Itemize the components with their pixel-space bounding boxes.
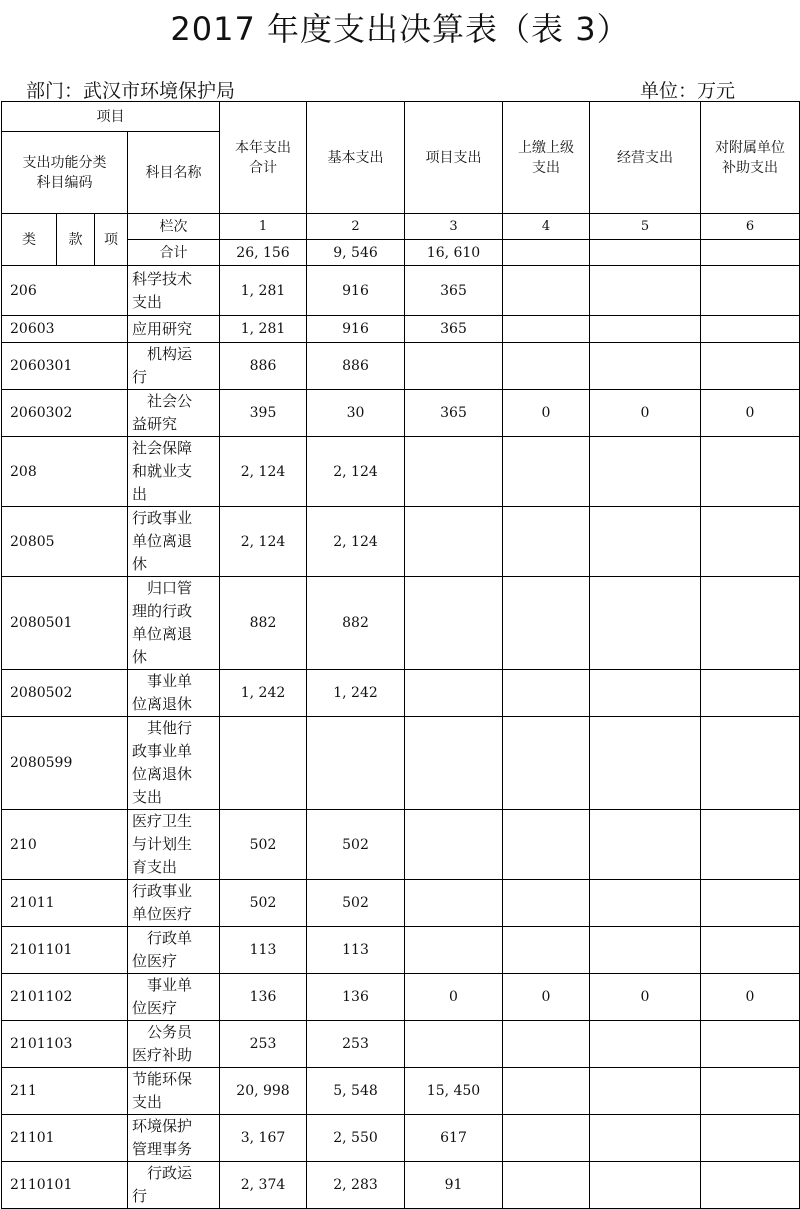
- cell-upper: [503, 316, 590, 343]
- table-row: [2, 1162, 800, 1209]
- subject-name: [128, 810, 220, 880]
- department-label: 部门：武汉市环境保护局: [26, 80, 236, 102]
- summary-basic: 9, 546: [307, 240, 405, 266]
- cell-total: 2, 124: [220, 507, 307, 577]
- cell-total: 502: [220, 880, 307, 927]
- column-number: 4: [503, 214, 590, 240]
- subject-name: [128, 266, 220, 316]
- cell-upper: 0: [503, 390, 590, 437]
- cell-total: 882: [220, 577, 307, 670]
- subject-name: [128, 927, 220, 974]
- subject-code: 2080501: [2, 577, 128, 670]
- table-row: [2, 316, 800, 343]
- header-kuan: 款: [57, 214, 95, 266]
- cell-project: [405, 1021, 503, 1068]
- subject-code: 2060302: [2, 390, 128, 437]
- subject-name: [128, 1021, 220, 1068]
- cell-subsidy: [701, 1115, 800, 1162]
- cell-subsidy: 0: [701, 974, 800, 1021]
- cell-project: [405, 670, 503, 717]
- header-lei: 类: [2, 214, 57, 266]
- cell-business: [590, 880, 701, 927]
- cell-project: 617: [405, 1115, 503, 1162]
- cell-basic: 2, 124: [307, 507, 405, 577]
- subject-name-line: 行: [132, 1187, 148, 1205]
- subject-name: [128, 1068, 220, 1115]
- cell-upper: [503, 1068, 590, 1115]
- cell-total: 1, 242: [220, 670, 307, 717]
- cell-total: [220, 717, 307, 810]
- cell-business: [590, 577, 701, 670]
- subject-code: 210: [2, 810, 128, 880]
- subject-name-line: 医疗卫生: [132, 812, 193, 830]
- cell-subsidy: [701, 266, 800, 316]
- subject-code: 206: [2, 266, 128, 316]
- cell-project: [405, 810, 503, 880]
- subject-code: 20805: [2, 507, 128, 577]
- cell-business: [590, 810, 701, 880]
- subject-name-line: 休: [132, 555, 148, 573]
- subject-code: 21011: [2, 880, 128, 927]
- table-row: [2, 880, 800, 927]
- cell-upper: [503, 1021, 590, 1068]
- header-column-no: 栏次: [128, 214, 220, 240]
- cell-subsidy: [701, 577, 800, 670]
- cell-total: 20, 998: [220, 1068, 307, 1115]
- subject-name-line: 医疗补助: [132, 1046, 193, 1064]
- header-project: 项目: [2, 102, 220, 132]
- subject-name-line: 行政事业: [132, 509, 193, 527]
- summary-business: [590, 240, 701, 266]
- cell-basic: 136: [307, 974, 405, 1021]
- subject-name-line: 位医疗: [132, 952, 178, 970]
- subject-name-line: 行政事业: [132, 882, 193, 900]
- cell-business: 0: [590, 974, 701, 1021]
- header-business: 经营支出: [590, 102, 701, 214]
- cell-total: 253: [220, 1021, 307, 1068]
- subject-name-line: 支出: [132, 1093, 163, 1111]
- cell-basic: 1, 242: [307, 670, 405, 717]
- cell-project: 365: [405, 266, 503, 316]
- subject-code: 211: [2, 1068, 128, 1115]
- subject-name-line: 单位医疗: [132, 905, 193, 923]
- cell-business: [590, 343, 701, 390]
- subject-code: 2101101: [2, 927, 128, 974]
- table-row: [2, 717, 800, 810]
- subject-name: [128, 670, 220, 717]
- summary-subsidy: [701, 240, 800, 266]
- cell-business: [590, 927, 701, 974]
- cell-subsidy: [701, 507, 800, 577]
- cell-business: [590, 1162, 701, 1209]
- subject-name: [128, 316, 220, 343]
- cell-total: 3, 167: [220, 1115, 307, 1162]
- subject-name: [128, 390, 220, 437]
- column-number: 5: [590, 214, 701, 240]
- cell-upper: [503, 577, 590, 670]
- cell-basic: 916: [307, 266, 405, 316]
- cell-basic: [307, 717, 405, 810]
- cell-subsidy: 0: [701, 390, 800, 437]
- cell-project: [405, 717, 503, 810]
- table-row: [2, 1068, 800, 1115]
- table-row: [2, 1021, 800, 1068]
- cell-business: 0: [590, 390, 701, 437]
- cell-total: 113: [220, 927, 307, 974]
- table-row: [2, 810, 800, 880]
- cell-upper: [503, 1115, 590, 1162]
- summary-project: 16, 610: [405, 240, 503, 266]
- subject-code: 2110101: [2, 1162, 128, 1209]
- page-title: 2017 年度支出决算表（表 3）: [170, 10, 630, 48]
- subject-name: [128, 437, 220, 507]
- cell-subsidy: [701, 880, 800, 927]
- subject-name-line: 益研究: [132, 415, 178, 433]
- cell-basic: 113: [307, 927, 405, 974]
- subject-name: [128, 343, 220, 390]
- cell-upper: [503, 507, 590, 577]
- column-number: 2: [307, 214, 405, 240]
- column-number: 1: [220, 214, 307, 240]
- cell-upper: [503, 717, 590, 810]
- cell-basic: 502: [307, 810, 405, 880]
- subject-code: 20603: [2, 316, 128, 343]
- cell-subsidy: [701, 437, 800, 507]
- cell-business: [590, 1021, 701, 1068]
- cell-project: 0: [405, 974, 503, 1021]
- table-row: [2, 343, 800, 390]
- subject-name-line: 位离退休: [132, 695, 193, 713]
- cell-upper: [503, 266, 590, 316]
- subject-code: 2080599: [2, 717, 128, 810]
- cell-project: 365: [405, 316, 503, 343]
- cell-business: [590, 507, 701, 577]
- cell-upper: [503, 1162, 590, 1209]
- subject-name-line: 育支出: [132, 858, 178, 876]
- header-function-code: 支出功能分类 科目编码: [2, 132, 128, 214]
- subject-name-line: 支出: [132, 788, 163, 806]
- cell-total: 395: [220, 390, 307, 437]
- cell-business: [590, 316, 701, 343]
- subject-name: [128, 717, 220, 810]
- subject-name-line: 支出: [132, 292, 163, 311]
- header-upper-payment: 上缴上级 支出: [503, 102, 590, 214]
- table-row: [2, 577, 800, 670]
- header-total: 本年支出 合计: [220, 102, 307, 214]
- subject-name-line: 单位离退: [132, 625, 193, 643]
- cell-total: 502: [220, 810, 307, 880]
- subject-name: [128, 1115, 220, 1162]
- subject-code: 21101: [2, 1115, 128, 1162]
- cell-subsidy: [701, 1162, 800, 1209]
- table-row: [2, 507, 800, 577]
- subject-name-line: 公务员: [132, 1023, 193, 1041]
- cell-basic: 502: [307, 880, 405, 927]
- header-subsidy: 对附属单位 补助支出: [701, 102, 800, 214]
- subject-name-line: 归口管: [132, 579, 193, 597]
- cell-upper: 0: [503, 974, 590, 1021]
- cell-project: 365: [405, 390, 503, 437]
- cell-basic: 5, 548: [307, 1068, 405, 1115]
- cell-upper: [503, 343, 590, 390]
- cell-upper: [503, 670, 590, 717]
- subject-name: [128, 1162, 220, 1209]
- cell-upper: [503, 810, 590, 880]
- cell-business: [590, 670, 701, 717]
- cell-upper: [503, 880, 590, 927]
- cell-upper: [503, 927, 590, 974]
- cell-subsidy: [701, 810, 800, 880]
- column-number-row: [2, 214, 800, 240]
- header-row: [2, 102, 800, 132]
- subject-name-line: 社会保障: [132, 439, 193, 457]
- subject-name-line: 环境保护: [132, 1117, 193, 1135]
- cell-business: [590, 1068, 701, 1115]
- subject-name-line: 位离退休: [132, 765, 193, 783]
- subject-name-line: 政事业单: [132, 742, 193, 760]
- cell-project: 91: [405, 1162, 503, 1209]
- cell-subsidy: [701, 1068, 800, 1115]
- subject-name-line: 社会公: [132, 392, 193, 410]
- cell-basic: 2, 124: [307, 437, 405, 507]
- cell-subsidy: [701, 316, 800, 343]
- cell-basic: 2, 550: [307, 1115, 405, 1162]
- subject-name: [128, 974, 220, 1021]
- cell-business: [590, 1115, 701, 1162]
- subject-name-line: 其他行: [132, 719, 193, 737]
- subject-code: 2060301: [2, 343, 128, 390]
- summary-name: 合计: [128, 240, 220, 266]
- header-project-expenditure: 项目支出: [405, 102, 503, 214]
- cell-business: [590, 717, 701, 810]
- subject-name: [128, 507, 220, 577]
- subject-name-line: 科学技术: [132, 269, 193, 288]
- subject-name-line: 事业单: [132, 976, 193, 994]
- cell-basic: 30: [307, 390, 405, 437]
- cell-total: 2, 374: [220, 1162, 307, 1209]
- column-number: 6: [701, 214, 800, 240]
- subject-name-line: 节能环保: [132, 1070, 193, 1088]
- subject-code: 2080502: [2, 670, 128, 717]
- cell-project: [405, 577, 503, 670]
- cell-project: [405, 437, 503, 507]
- subject-name-line: 位医疗: [132, 999, 178, 1017]
- subject-name-line: 休: [132, 648, 148, 666]
- subject-name-line: 机构运: [132, 345, 193, 363]
- cell-basic: 253: [307, 1021, 405, 1068]
- cell-upper: [503, 437, 590, 507]
- summary-total: 26, 156: [220, 240, 307, 266]
- table-row: [2, 437, 800, 507]
- table-row: [2, 390, 800, 437]
- subject-name-line: 行政单: [132, 929, 193, 947]
- cell-basic: 882: [307, 577, 405, 670]
- cell-total: 1, 281: [220, 266, 307, 316]
- table-row: [2, 670, 800, 717]
- cell-subsidy: [701, 1021, 800, 1068]
- cell-total: 2, 124: [220, 437, 307, 507]
- table-row: [2, 974, 800, 1021]
- header-xiang: 项: [95, 214, 128, 266]
- cell-subsidy: [701, 717, 800, 810]
- cell-basic: 886: [307, 343, 405, 390]
- subject-name-line: 行: [132, 368, 148, 386]
- subject-code: 2101103: [2, 1021, 128, 1068]
- cell-total: 136: [220, 974, 307, 1021]
- cell-business: [590, 266, 701, 316]
- cell-project: [405, 880, 503, 927]
- cell-project: [405, 927, 503, 974]
- table-row: [2, 1115, 800, 1162]
- subject-name-line: 事业单: [132, 672, 193, 690]
- table-body: [2, 102, 800, 1209]
- column-number: 3: [405, 214, 503, 240]
- subject-name-line: 出: [132, 485, 148, 503]
- table-row: [2, 927, 800, 974]
- subject-name-line: 应用研究: [132, 319, 193, 338]
- subject-name-line: 管理事务: [132, 1140, 193, 1158]
- cell-subsidy: [701, 670, 800, 717]
- header-basic: 基本支出: [307, 102, 405, 214]
- header-subject-name: 科目名称: [128, 132, 220, 214]
- subject-code: 2101102: [2, 974, 128, 1021]
- cell-project: [405, 343, 503, 390]
- subject-name: [128, 880, 220, 927]
- summary-upper: [503, 240, 590, 266]
- expenditure-table: [1, 101, 800, 1209]
- subject-code: 208: [2, 437, 128, 507]
- unit-label: 单位：万元: [640, 80, 736, 102]
- cell-subsidy: [701, 343, 800, 390]
- subject-name: [128, 577, 220, 670]
- subject-name-line: 与计划生: [132, 835, 193, 853]
- cell-basic: 2, 283: [307, 1162, 405, 1209]
- cell-project: 15, 450: [405, 1068, 503, 1115]
- cell-total: 1, 281: [220, 316, 307, 343]
- cell-basic: 916: [307, 316, 405, 343]
- subject-name-line: 行政运: [132, 1164, 193, 1182]
- subject-name-line: 理的行政: [132, 602, 193, 620]
- subject-name-line: 单位离退: [132, 532, 193, 550]
- cell-project: [405, 507, 503, 577]
- cell-business: [590, 437, 701, 507]
- table-row: [2, 266, 800, 316]
- cell-total: 886: [220, 343, 307, 390]
- subject-name-line: 和就业支: [132, 462, 193, 480]
- cell-subsidy: [701, 927, 800, 974]
